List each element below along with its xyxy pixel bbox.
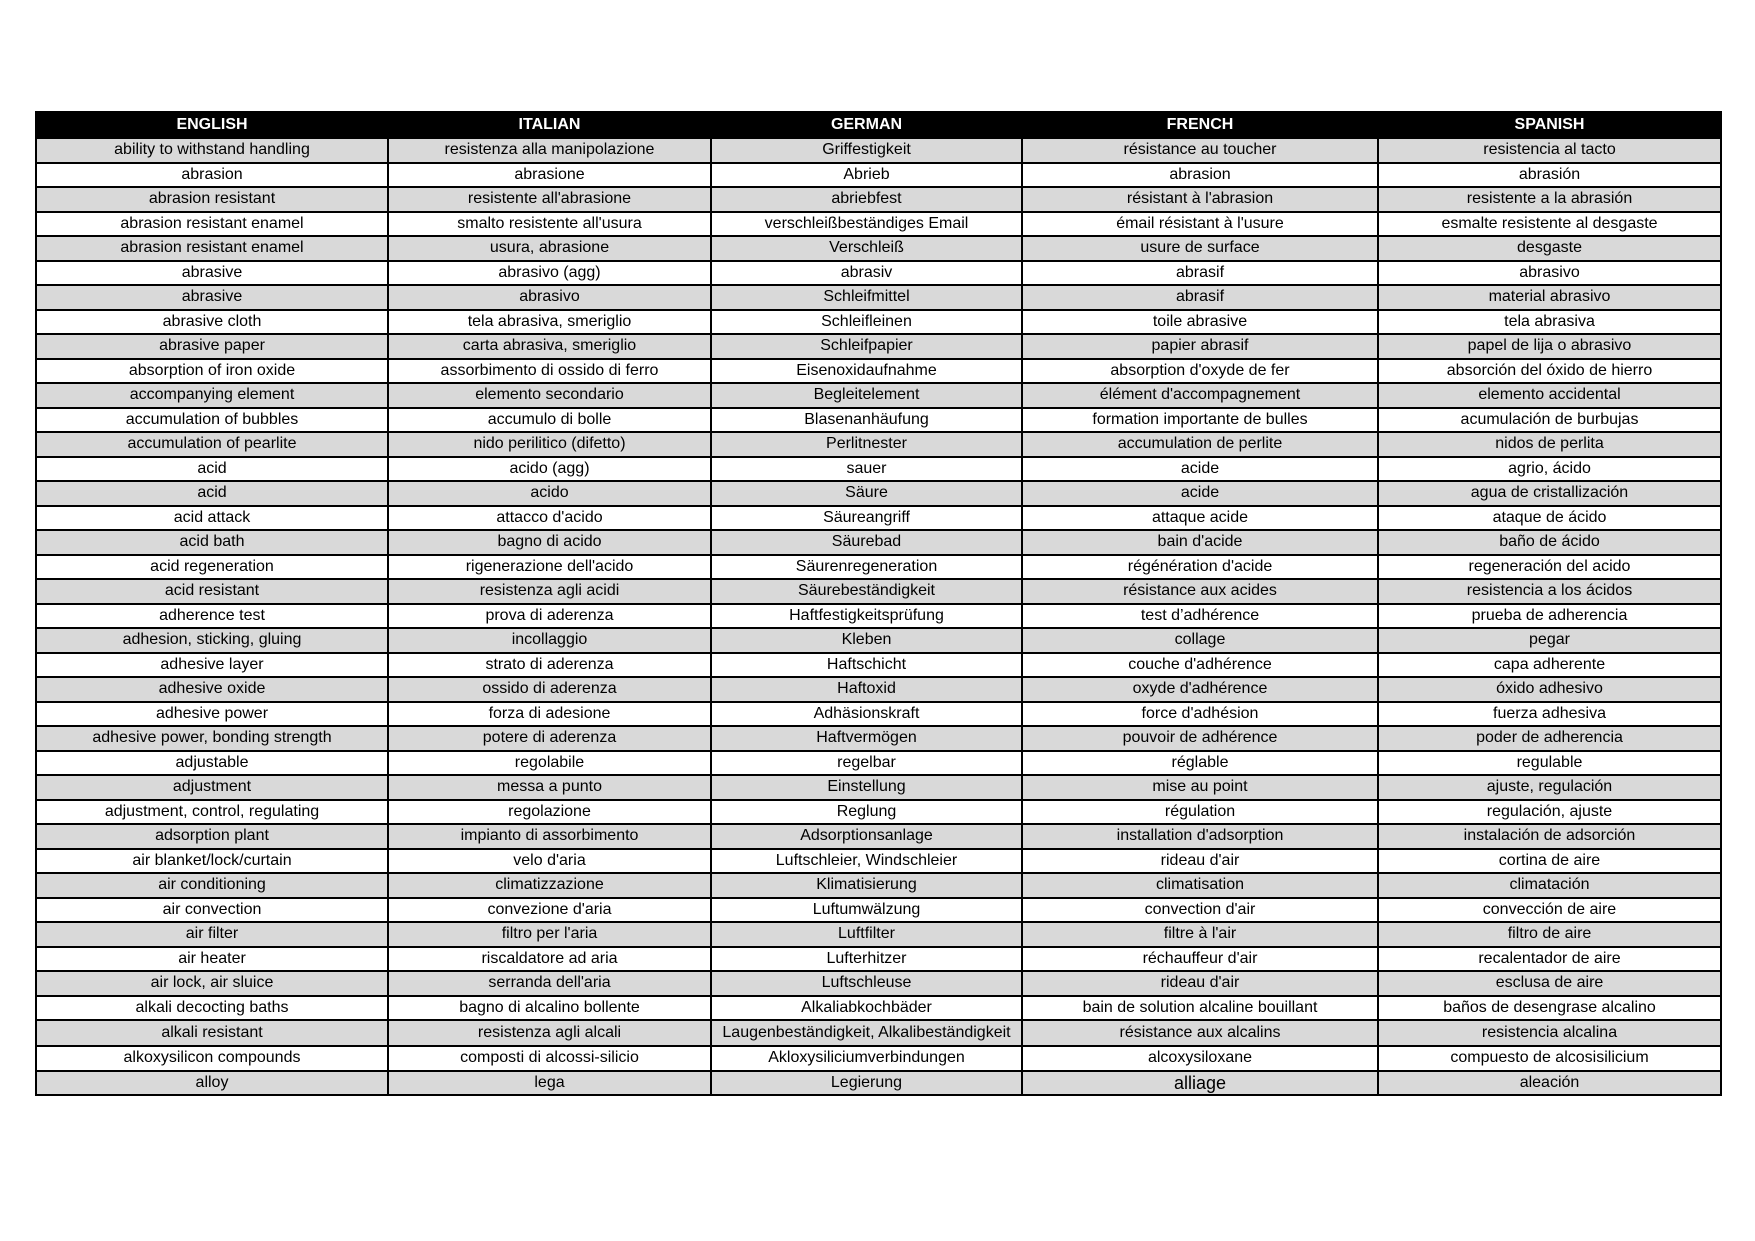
cell-french: acide (1022, 457, 1378, 482)
table-row (36, 1046, 1721, 1071)
cell-french: rideau d'air (1022, 849, 1378, 874)
table-row (36, 506, 1721, 531)
table-row (36, 432, 1721, 457)
header-row (36, 112, 1721, 138)
cell-french: force d'adhésion (1022, 702, 1378, 727)
cell-german: Schleifleinen (711, 310, 1022, 335)
cell-german: Klimatisierung (711, 873, 1022, 898)
cell-english: air heater (36, 947, 388, 972)
cell-spanish: resistente a la abrasión (1378, 187, 1721, 212)
cell-french: absorption d'oxyde de fer (1022, 359, 1378, 384)
cell-italian: resistenza alla manipolazione (388, 138, 711, 163)
cell-english: acid resistant (36, 579, 388, 604)
cell-spanish: prueba de adherencia (1378, 604, 1721, 629)
cell-english: acid bath (36, 530, 388, 555)
table-row (36, 604, 1721, 629)
cell-spanish: ajuste, regulación (1378, 775, 1721, 800)
cell-spanish: óxido adhesivo (1378, 677, 1721, 702)
cell-german: Haftvermögen (711, 726, 1022, 751)
cell-english: adhesive power, bonding strength (36, 726, 388, 751)
cell-english: air blanket/lock/curtain (36, 849, 388, 874)
cell-italian: abrasivo (388, 285, 711, 310)
cell-italian: smalto resistente all'usura (388, 212, 711, 237)
table-row (36, 751, 1721, 776)
cell-french: filtre à l'air (1022, 922, 1378, 947)
cell-italian: abrasivo (agg) (388, 261, 711, 286)
cell-english: air filter (36, 922, 388, 947)
cell-french: test d’adhérence (1022, 604, 1378, 629)
cell-german: Verschleiß (711, 236, 1022, 261)
cell-italian: regolabile (388, 751, 711, 776)
cell-french: acide (1022, 481, 1378, 506)
table-row (36, 408, 1721, 433)
cell-spanish: recalentador de aire (1378, 947, 1721, 972)
cell-italian: prova di aderenza (388, 604, 711, 629)
cell-english: adhesive oxide (36, 677, 388, 702)
cell-german: Luftschleuse (711, 971, 1022, 996)
glossary-body (36, 138, 1721, 1095)
cell-french: résistant à l'abrasion (1022, 187, 1378, 212)
cell-french: résistance au toucher (1022, 138, 1378, 163)
table-row (36, 530, 1721, 555)
cell-italian: messa a punto (388, 775, 711, 800)
table-row (36, 702, 1721, 727)
cell-english: accumulation of bubbles (36, 408, 388, 433)
cell-italian: rigenerazione dell'acido (388, 555, 711, 580)
cell-italian: ossido di aderenza (388, 677, 711, 702)
cell-german: sauer (711, 457, 1022, 482)
table-row (36, 555, 1721, 580)
table-row (36, 383, 1721, 408)
cell-french: collage (1022, 628, 1378, 653)
cell-english: adhesive layer (36, 653, 388, 678)
cell-french: usure de surface (1022, 236, 1378, 261)
cell-french: alcoxysiloxane (1022, 1046, 1378, 1071)
cell-german: Säureangriff (711, 506, 1022, 531)
cell-italian: nido perilitico (difetto) (388, 432, 711, 457)
cell-italian: abrasione (388, 163, 711, 188)
cell-italian: acido (agg) (388, 457, 711, 482)
cell-spanish: elemento accidental (1378, 383, 1721, 408)
cell-spanish: resistencia alcalina (1378, 1020, 1721, 1046)
cell-italian: tela abrasiva, smeriglio (388, 310, 711, 335)
cell-german: Haftschicht (711, 653, 1022, 678)
cell-english: abrasive (36, 285, 388, 310)
cell-english: acid (36, 481, 388, 506)
cell-italian: serranda dell'aria (388, 971, 711, 996)
table-row (36, 677, 1721, 702)
cell-spanish: resistencia al tacto (1378, 138, 1721, 163)
cell-french: couche d'adhérence (1022, 653, 1378, 678)
cell-german: Lufterhitzer (711, 947, 1022, 972)
cell-german: Schleifpapier (711, 334, 1022, 359)
header-english: ENGLISH (36, 112, 388, 138)
cell-spanish: convección de aire (1378, 898, 1721, 923)
cell-english: air convection (36, 898, 388, 923)
table-row (36, 481, 1721, 506)
cell-french: papier abrasif (1022, 334, 1378, 359)
cell-italian: incollaggio (388, 628, 711, 653)
cell-spanish: compuesto de alcosisilicium (1378, 1046, 1721, 1071)
cell-german: Adhäsionskraft (711, 702, 1022, 727)
table-row (36, 922, 1721, 947)
cell-italian: attacco d'acido (388, 506, 711, 531)
cell-french: émail résistant à l'usure (1022, 212, 1378, 237)
cell-italian: accumulo di bolle (388, 408, 711, 433)
header-french: FRENCH (1022, 112, 1378, 138)
table-row (36, 849, 1721, 874)
cell-english: acid (36, 457, 388, 482)
glossary-table (35, 111, 1722, 1096)
cell-spanish: fuerza adhesiva (1378, 702, 1721, 727)
cell-english: alloy (36, 1071, 388, 1096)
table-row (36, 775, 1721, 800)
table-row (36, 628, 1721, 653)
cell-french: régulation (1022, 800, 1378, 825)
cell-spanish: agrio, ácido (1378, 457, 1721, 482)
cell-german: abrasiv (711, 261, 1022, 286)
cell-french: réchauffeur d'air (1022, 947, 1378, 972)
cell-english: abrasion resistant (36, 187, 388, 212)
cell-english: abrasive (36, 261, 388, 286)
table-row (36, 236, 1721, 261)
cell-german: Haftfestigkeitsprüfung (711, 604, 1022, 629)
cell-german: Einstellung (711, 775, 1022, 800)
header-spanish: SPANISH (1378, 112, 1721, 138)
cell-italian: regolazione (388, 800, 711, 825)
table-row (36, 261, 1721, 286)
cell-german: Säurenregeneration (711, 555, 1022, 580)
cell-english: accumulation of pearlite (36, 432, 388, 457)
cell-spanish: cortina de aire (1378, 849, 1721, 874)
cell-italian: impianto di assorbimento (388, 824, 711, 849)
table-row (36, 212, 1721, 237)
cell-german: Eisenoxidaufnahme (711, 359, 1022, 384)
cell-french: oxyde d'adhérence (1022, 677, 1378, 702)
table-row (36, 824, 1721, 849)
cell-french: bain d'acide (1022, 530, 1378, 555)
table-row (36, 898, 1721, 923)
cell-italian: lega (388, 1071, 711, 1096)
cell-french: toile abrasive (1022, 310, 1378, 335)
cell-spanish: papel de lija o abrasivo (1378, 334, 1721, 359)
cell-spanish: baño de ácido (1378, 530, 1721, 555)
cell-italian: carta abrasiva, smeriglio (388, 334, 711, 359)
cell-french: formation importante de bulles (1022, 408, 1378, 433)
cell-english: absorption of iron oxide (36, 359, 388, 384)
cell-italian: resistenza agli acidi (388, 579, 711, 604)
cell-french: bain de solution alcaline bouillant (1022, 996, 1378, 1021)
cell-english: abrasive paper (36, 334, 388, 359)
cell-french: résistance aux acides (1022, 579, 1378, 604)
cell-spanish: capa adherente (1378, 653, 1721, 678)
cell-spanish: regulable (1378, 751, 1721, 776)
cell-german: Akloxysiliciumverbindungen (711, 1046, 1022, 1071)
cell-italian: elemento secondario (388, 383, 711, 408)
cell-english: abrasion resistant enamel (36, 236, 388, 261)
cell-french: installation d'adsorption (1022, 824, 1378, 849)
table-row (36, 653, 1721, 678)
cell-spanish: agua de cristallización (1378, 481, 1721, 506)
cell-spanish: nidos de perlita (1378, 432, 1721, 457)
table-row (36, 334, 1721, 359)
cell-spanish: instalación de adsorción (1378, 824, 1721, 849)
cell-german: abriebfest (711, 187, 1022, 212)
cell-german: regelbar (711, 751, 1022, 776)
table-row (36, 996, 1721, 1021)
cell-spanish: esmalte resistente al desgaste (1378, 212, 1721, 237)
cell-german: verschleißbeständiges Email (711, 212, 1022, 237)
cell-italian: convezione d'aria (388, 898, 711, 923)
cell-italian: acido (388, 481, 711, 506)
table-row (36, 947, 1721, 972)
cell-italian: strato di aderenza (388, 653, 711, 678)
cell-french: mise au point (1022, 775, 1378, 800)
cell-english: abrasive cloth (36, 310, 388, 335)
cell-german: Säurebad (711, 530, 1022, 555)
cell-german: Kleben (711, 628, 1022, 653)
cell-german: Abrieb (711, 163, 1022, 188)
cell-french: rideau d'air (1022, 971, 1378, 996)
cell-german: Blasenanhäufung (711, 408, 1022, 433)
cell-english: abrasion resistant enamel (36, 212, 388, 237)
cell-italian: resistente all'abrasione (388, 187, 711, 212)
cell-french: pouvoir de adhérence (1022, 726, 1378, 751)
table-row (36, 1071, 1721, 1096)
table-row (36, 138, 1721, 163)
cell-german: Adsorptionsanlage (711, 824, 1022, 849)
table-row (36, 285, 1721, 310)
cell-spanish: ataque de ácido (1378, 506, 1721, 531)
cell-spanish: aleación (1378, 1071, 1721, 1096)
cell-french: alliage (1022, 1071, 1378, 1096)
cell-english: acid attack (36, 506, 388, 531)
cell-english: alkoxysilicon compounds (36, 1046, 388, 1071)
cell-italian: bagno di acido (388, 530, 711, 555)
cell-italian: composti di alcossi-silicio (388, 1046, 711, 1071)
cell-spanish: absorción del óxido de hierro (1378, 359, 1721, 384)
cell-english: acid regeneration (36, 555, 388, 580)
cell-german: Säurebeständigkeit (711, 579, 1022, 604)
cell-italian: potere di aderenza (388, 726, 711, 751)
cell-spanish: regeneración del acido (1378, 555, 1721, 580)
cell-italian: filtro per l'aria (388, 922, 711, 947)
cell-spanish: resistencia a los ácidos (1378, 579, 1721, 604)
cell-german: Luftumwälzung (711, 898, 1022, 923)
cell-spanish: material abrasivo (1378, 285, 1721, 310)
cell-italian: usura, abrasione (388, 236, 711, 261)
cell-spanish: esclusa de aire (1378, 971, 1721, 996)
cell-english: abrasion (36, 163, 388, 188)
cell-french: abrasif (1022, 285, 1378, 310)
cell-french: climatisation (1022, 873, 1378, 898)
cell-spanish: tela abrasiva (1378, 310, 1721, 335)
cell-english: adhesion, sticking, gluing (36, 628, 388, 653)
table-row (36, 726, 1721, 751)
cell-german: Begleitelement (711, 383, 1022, 408)
cell-spanish: abrasión (1378, 163, 1721, 188)
table-row (36, 873, 1721, 898)
table-row (36, 579, 1721, 604)
cell-french: réglable (1022, 751, 1378, 776)
cell-english: air lock, air sluice (36, 971, 388, 996)
table-row (36, 457, 1721, 482)
cell-german: Säure (711, 481, 1022, 506)
cell-english: adsorption plant (36, 824, 388, 849)
cell-german: Reglung (711, 800, 1022, 825)
cell-french: abrasif (1022, 261, 1378, 286)
cell-spanish: filtro de aire (1378, 922, 1721, 947)
cell-english: ability to withstand handling (36, 138, 388, 163)
cell-italian: riscaldatore ad aria (388, 947, 711, 972)
cell-english: adhesive power (36, 702, 388, 727)
table-row (36, 359, 1721, 384)
table-row (36, 971, 1721, 996)
cell-french: élément d'accompagnement (1022, 383, 1378, 408)
cell-german: Laugenbeständigkeit, Alkalibeständigkeit (711, 1020, 1022, 1046)
cell-spanish: poder de adherencia (1378, 726, 1721, 751)
cell-german: Griffestigkeit (711, 138, 1022, 163)
cell-english: adjustment (36, 775, 388, 800)
cell-german: Luftfilter (711, 922, 1022, 947)
cell-italian: assorbimento di ossido di ferro (388, 359, 711, 384)
cell-spanish: acumulación de burbujas (1378, 408, 1721, 433)
cell-english: air conditioning (36, 873, 388, 898)
cell-italian: resistenza agli alcali (388, 1020, 711, 1046)
cell-english: accompanying element (36, 383, 388, 408)
table-row (36, 187, 1721, 212)
cell-english: alkali decocting baths (36, 996, 388, 1021)
cell-french: accumulation de perlite (1022, 432, 1378, 457)
cell-spanish: climatación (1378, 873, 1721, 898)
cell-italian: forza di adesione (388, 702, 711, 727)
cell-german: Haftoxid (711, 677, 1022, 702)
cell-italian: climatizzazione (388, 873, 711, 898)
table-row (36, 310, 1721, 335)
cell-spanish: baños de desengrase alcalino (1378, 996, 1721, 1021)
cell-french: régénération d'acide (1022, 555, 1378, 580)
table-row (36, 1020, 1721, 1046)
cell-spanish: pegar (1378, 628, 1721, 653)
cell-english: adherence test (36, 604, 388, 629)
cell-italian: bagno di alcalino bollente (388, 996, 711, 1021)
cell-german: Perlitnester (711, 432, 1022, 457)
cell-french: abrasion (1022, 163, 1378, 188)
cell-german: Luftschleier, Windschleier (711, 849, 1022, 874)
cell-english: adjustable (36, 751, 388, 776)
cell-italian: velo d'aria (388, 849, 711, 874)
cell-french: attaque acide (1022, 506, 1378, 531)
cell-german: Schleifmittel (711, 285, 1022, 310)
cell-french: convection d'air (1022, 898, 1378, 923)
cell-german: Alkaliabkochbäder (711, 996, 1022, 1021)
table-row (36, 800, 1721, 825)
header-italian: ITALIAN (388, 112, 711, 138)
table-row (36, 163, 1721, 188)
cell-french: résistance aux alcalins (1022, 1020, 1378, 1046)
cell-spanish: desgaste (1378, 236, 1721, 261)
cell-spanish: regulación, ajuste (1378, 800, 1721, 825)
cell-spanish: abrasivo (1378, 261, 1721, 286)
cell-english: alkali resistant (36, 1020, 388, 1046)
header-german: GERMAN (711, 112, 1022, 138)
cell-english: adjustment, control, regulating (36, 800, 388, 825)
cell-german: Legierung (711, 1071, 1022, 1096)
